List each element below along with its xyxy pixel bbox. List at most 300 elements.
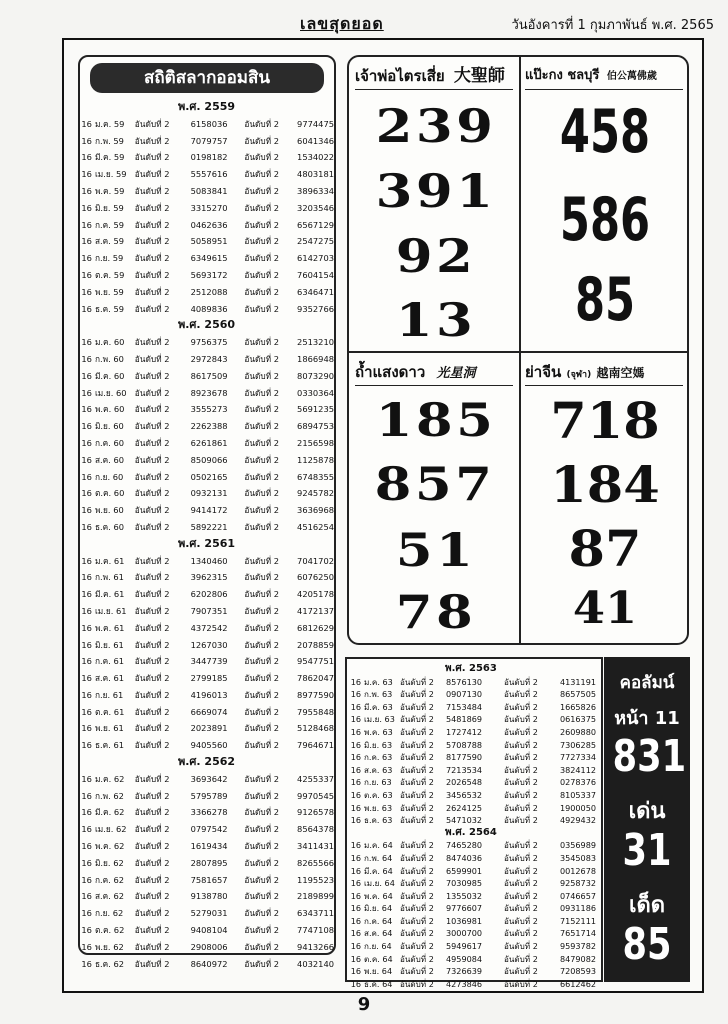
section4-label-sub: (จุฬา) (566, 370, 592, 380)
number-2: 9126578 (297, 807, 334, 818)
rank-label-1: อันดับที่ 2 (400, 701, 434, 712)
table-row (80, 888, 334, 905)
rank-label-2: อันดับที่ 2 (244, 370, 280, 381)
section4-label-cn: 越南空媽 (596, 366, 645, 380)
rank-label-1: อันดับที่ 2 (400, 815, 434, 826)
number-2: 7651714 (559, 928, 596, 939)
rank-label-2: อันดับที่ 2 (504, 777, 538, 788)
draw-day: 16 (350, 676, 361, 687)
draw-day: 16 (81, 639, 92, 650)
number-1: 8474036 (446, 852, 483, 863)
draw-month: พ.ย. 62 (94, 941, 124, 952)
number-2: 5128468 (297, 723, 334, 734)
table-row (80, 569, 334, 586)
number-1: 8923678 (190, 387, 228, 398)
number-1: 1355032 (446, 890, 483, 901)
table-row (347, 802, 601, 815)
rank-label-2: อันดับที่ 2 (244, 841, 280, 852)
rank-label-1: อันดับที่ 2 (400, 941, 434, 952)
draw-day: 16 (81, 555, 92, 566)
table-row (80, 435, 334, 452)
table-row (80, 553, 334, 570)
draw-day: 16 (81, 269, 92, 280)
table-row (347, 978, 601, 991)
number-1: 9138780 (190, 891, 228, 902)
number-1: 2026548 (446, 777, 483, 788)
number-2: 7152111 (559, 915, 596, 926)
rank-label-2: อันดับที่ 2 (244, 589, 280, 600)
draw-day: 16 (350, 739, 361, 750)
draw-day: 16 (350, 890, 361, 901)
draw-month: ก.พ. 60 (94, 353, 124, 364)
draw-month: ก.ค. 61 (94, 656, 124, 667)
draw-month: ส.ค. 59 (94, 236, 125, 247)
table-row (80, 737, 334, 754)
number-2: 3203546 (297, 202, 334, 213)
rank-label-1: อันดับที่ 2 (134, 824, 170, 835)
draw-day: 16 (81, 387, 92, 398)
rank-label-1: อันดับที่ 2 (400, 978, 434, 989)
ded-label: เด็ด (628, 893, 666, 918)
draw-day: 16 (350, 966, 361, 977)
number-2: 4929432 (559, 815, 596, 826)
draw-month: ต.ค. 60 (94, 488, 125, 499)
table-row (80, 166, 334, 183)
rank-label-2: อันดับที่ 2 (504, 878, 538, 889)
rank-label-1: อันดับที่ 2 (400, 915, 434, 926)
table-row (347, 814, 601, 827)
table-row (347, 902, 601, 915)
table-row (80, 838, 334, 855)
number-1: 7030985 (446, 878, 483, 889)
table-row (80, 233, 334, 250)
number-1: 5949617 (446, 941, 483, 952)
rank-label-1: อันดับที่ 2 (400, 739, 434, 750)
number-2: 9593782 (559, 941, 596, 952)
number-1: 3000700 (446, 928, 483, 939)
table-row (80, 133, 334, 150)
number-1: 8177590 (446, 752, 483, 763)
rank-label-2: อันดับที่ 2 (244, 908, 280, 919)
rank-label-2: อันดับที่ 2 (244, 521, 280, 532)
draw-day: 16 (81, 303, 92, 314)
issue-date: วันอังคารที่ 1 กุมภาพันธ์ พ.ศ. 2565 (511, 18, 714, 33)
table-row (80, 334, 334, 351)
rank-label-2: อันดับที่ 2 (504, 840, 538, 851)
year-heading: พ.ศ. 2559 (178, 100, 236, 113)
number-1: 1036981 (446, 915, 483, 926)
draw-month: มี.ค. 61 (94, 589, 125, 600)
rank-label-1: อันดับที่ 2 (134, 723, 170, 734)
rank-label-2: อันดับที่ 2 (504, 752, 538, 763)
draw-day: 16 (350, 701, 361, 712)
draw-month: ก.พ. 63 (364, 689, 393, 700)
rank-label-1: อันดับที่ 2 (134, 353, 170, 364)
number-1: 3693642 (190, 773, 228, 784)
draw-month: ต.ค. 62 (94, 925, 125, 936)
draw-month: มี.ค. 63 (364, 701, 393, 712)
rank-label-1: อันดับที่ 2 (134, 773, 170, 784)
year-heading: พ.ศ. 2563 (445, 663, 497, 674)
number-2: 4803181 (297, 169, 334, 180)
draw-month: ธ.ค. 64 (364, 978, 393, 989)
table-row (80, 284, 334, 301)
draw-day: 16 (81, 135, 92, 146)
table-row (80, 720, 334, 737)
draw-day: 16 (350, 865, 361, 876)
rank-label-2: อันดับที่ 2 (504, 802, 538, 813)
rank-label-2: อันดับที่ 2 (244, 857, 280, 868)
number-2: 4255337 (297, 773, 334, 784)
draw-day: 16 (81, 236, 92, 247)
rank-label-2: อันดับที่ 2 (244, 689, 280, 700)
rank-label-2: อันดับที่ 2 (244, 353, 280, 364)
table-row (347, 701, 601, 714)
column-box (604, 657, 690, 982)
number-1: 2512088 (190, 286, 228, 297)
rank-label-1: อันดับที่ 2 (134, 135, 170, 146)
draw-month: ก.ค. 59 (94, 219, 124, 230)
rank-label-2: อันดับที่ 2 (244, 790, 280, 801)
number-2: 6748355 (297, 471, 334, 482)
draw-day: 16 (81, 673, 92, 684)
number-2: 1665826 (559, 701, 596, 712)
table-row (347, 713, 601, 726)
rank-label-1: อันดับที่ 2 (134, 908, 170, 919)
table-row (80, 385, 334, 402)
rank-label-1: อันดับที่ 2 (134, 370, 170, 381)
number-1: 6599901 (446, 865, 483, 876)
sec1-number-2: 391 (375, 164, 497, 218)
number-1: 0932131 (190, 488, 228, 499)
draw-day: 16 (81, 706, 92, 717)
draw-month: ส.ค. 61 (94, 673, 125, 684)
number-2: 6894753 (297, 421, 334, 432)
number-1: 6202806 (190, 589, 228, 600)
rank-label-2: อันดับที่ 2 (244, 454, 280, 465)
rank-label-1: อันดับที่ 2 (134, 807, 170, 818)
number-1: 5471032 (446, 815, 483, 826)
draw-day: 16 (350, 878, 361, 889)
section3-label-cn: 光星洞 (436, 366, 476, 381)
number-1: 5708788 (446, 739, 483, 750)
number-2: 0278376 (559, 777, 596, 788)
number-1: 0502165 (190, 471, 228, 482)
draw-day: 16 (81, 152, 92, 163)
rank-label-1: อันดับที่ 2 (134, 169, 170, 180)
table-row (80, 804, 334, 821)
sec3-number-2: 857 (374, 457, 496, 511)
draw-day: 16 (81, 169, 92, 180)
table-row (80, 905, 334, 922)
number-1: 2799185 (190, 673, 228, 684)
draw-month: มี.ค. 59 (94, 152, 125, 163)
rank-label-2: อันดับที่ 2 (244, 152, 280, 163)
number-1: 7907351 (190, 605, 228, 616)
table-row (80, 116, 334, 133)
rank-label-1: อันดับที่ 2 (400, 726, 434, 737)
rank-label-1: อันดับที่ 2 (134, 521, 170, 532)
rank-label-1: อันดับที่ 2 (134, 303, 170, 314)
draw-day: 16 (350, 802, 361, 813)
draw-month: มี.ค. 62 (94, 807, 125, 818)
draw-day: 16 (81, 572, 92, 583)
rank-label-1: อันดับที่ 2 (134, 219, 170, 230)
number-1: 4273846 (446, 978, 483, 989)
recent-stats-table (345, 657, 603, 989)
number-2: 7041702 (297, 555, 334, 566)
draw-month: ก.ย. 64 (364, 941, 392, 952)
number-1: 9414172 (190, 505, 228, 516)
number-1: 7079757 (190, 135, 228, 146)
rank-label-1: อันดับที่ 2 (134, 488, 170, 499)
sec3-number-4: 78 (395, 585, 477, 639)
rank-label-2: อันดับที่ 2 (504, 903, 538, 914)
draw-month: พ.ค. 62 (94, 841, 125, 852)
rank-label-1: อันดับที่ 2 (134, 656, 170, 667)
number-1: 5693172 (190, 269, 228, 280)
number-2: 2547275 (297, 236, 334, 247)
draw-month: ต.ค. 63 (364, 789, 393, 800)
number-2: 4131191 (559, 676, 596, 687)
draw-day: 16 (81, 958, 92, 969)
number-1: 5557616 (190, 169, 228, 180)
rank-label-1: อันดับที่ 2 (134, 337, 170, 348)
rank-label-1: อันดับที่ 2 (134, 152, 170, 163)
number-2: 4172137 (297, 605, 334, 616)
rank-label-2: อันดับที่ 2 (244, 807, 280, 818)
draw-day: 16 (81, 421, 92, 432)
draw-day: 16 (81, 454, 92, 465)
section2-label-cn: 伯公萬佛歲 (606, 71, 657, 82)
rank-label-1: อันดับที่ 2 (134, 572, 170, 583)
number-2: 6567129 (297, 219, 334, 230)
section2-label: แป๊ะกง ชลบุรี 伯公萬佛歲 (525, 63, 683, 90)
draw-day: 16 (81, 202, 92, 213)
number-2: 1866948 (297, 353, 334, 364)
den-number: 31 (622, 825, 672, 876)
recent-rows (347, 663, 601, 990)
number-2: 2189899 (297, 891, 334, 902)
number-1: 5795789 (190, 790, 228, 801)
draw-day: 16 (350, 777, 361, 788)
section3-label: ถ้ำแสงดาว 光星洞 (355, 359, 513, 386)
number-1: 8509066 (190, 454, 228, 465)
rank-label-2: อันดับที่ 2 (504, 789, 538, 800)
draw-month: พ.ย. 59 (94, 286, 124, 297)
number-2: 6041346 (297, 135, 334, 146)
table-row (80, 267, 334, 284)
table-row (347, 676, 601, 689)
draw-day: 16 (350, 815, 361, 826)
draw-month: พ.ค. 61 (94, 622, 125, 633)
year-heading: พ.ศ. 2561 (178, 536, 236, 550)
draw-day: 16 (81, 404, 92, 415)
rank-label-1: อันดับที่ 2 (134, 555, 170, 566)
draw-month: เม.ย. 59 (94, 169, 127, 180)
number-1: 3456532 (446, 789, 483, 800)
number-2: 8073290 (297, 370, 334, 381)
draw-month: ม.ค. 62 (94, 773, 125, 784)
number-2: 9774475 (297, 118, 334, 129)
draw-day: 16 (81, 790, 92, 801)
draw-day: 16 (350, 953, 361, 964)
number-2: 4516254 (297, 521, 334, 532)
number-2: 2609880 (559, 726, 596, 737)
number-1: 5279031 (190, 908, 228, 919)
draw-day: 16 (350, 941, 361, 952)
number-1: 9776607 (446, 903, 483, 914)
number-2: 0356989 (559, 840, 596, 851)
number-2: 9547751 (297, 656, 334, 667)
sec1-number-3: 92 (395, 229, 477, 283)
number-2: 2078859 (297, 639, 334, 650)
draw-day: 16 (81, 925, 92, 936)
number-1: 8576130 (446, 676, 483, 687)
draw-month: ธ.ค. 62 (94, 958, 125, 969)
number-2: 8564378 (297, 824, 334, 835)
number-1: 1267030 (190, 639, 228, 650)
table-row (80, 519, 334, 536)
rank-label-1: อันดับที่ 2 (134, 841, 170, 852)
rank-label-2: อันดับที่ 2 (244, 505, 280, 516)
draw-month: มิ.ย. 62 (94, 857, 124, 868)
draw-day: 16 (81, 286, 92, 297)
draw-month: ต.ค. 64 (364, 953, 393, 964)
rank-label-2: อันดับที่ 2 (504, 852, 538, 863)
draw-day: 16 (81, 605, 92, 616)
draw-day: 16 (350, 915, 361, 926)
rank-label-2: อันดับที่ 2 (244, 421, 280, 432)
rank-label-1: อันดับที่ 2 (400, 777, 434, 788)
rank-label-1: อันดับที่ 2 (134, 874, 170, 885)
draw-month: ส.ค. 64 (364, 928, 393, 939)
draw-day: 16 (81, 740, 92, 751)
rank-label-1: อันดับที่ 2 (134, 740, 170, 751)
rank-label-2: อันดับที่ 2 (504, 966, 538, 977)
year-heading: พ.ศ. 2560 (178, 318, 236, 332)
draw-month: มิ.ย. 59 (94, 202, 124, 213)
number-2: 9970545 (297, 790, 334, 801)
number-1: 3315270 (190, 202, 228, 213)
rank-label-2: อันดับที่ 2 (244, 740, 280, 751)
rank-label-2: อันดับที่ 2 (244, 404, 280, 415)
rank-label-2: อันดับที่ 2 (504, 726, 538, 737)
draw-day: 16 (81, 908, 92, 919)
rank-label-1: อันดับที่ 2 (400, 714, 434, 725)
number-2: 3824112 (559, 764, 596, 775)
rank-label-2: อันดับที่ 2 (244, 639, 280, 650)
rank-label-1: อันดับที่ 2 (134, 185, 170, 196)
draw-month: ก.ย. 60 (94, 471, 124, 482)
table-row (347, 852, 601, 865)
number-2: 4032140 (297, 958, 334, 969)
rank-label-1: อันดับที่ 2 (400, 890, 434, 901)
table-row (80, 939, 334, 956)
number-1: 5481869 (446, 714, 483, 725)
number-2: 6076250 (297, 572, 334, 583)
number-1: 7213534 (446, 764, 483, 775)
number-2: 8977590 (297, 689, 334, 700)
stats-panel (78, 55, 336, 969)
rank-label-2: อันดับที่ 2 (504, 915, 538, 926)
number-2: 9352766 (297, 303, 334, 314)
number-1: 2023891 (190, 723, 228, 734)
table-row (347, 877, 601, 890)
number-2: 7862047 (297, 673, 334, 684)
draw-month: ก.พ. 62 (94, 790, 124, 801)
table-row (347, 965, 601, 978)
draw-month: เม.ย. 64 (364, 878, 395, 889)
draw-month: ต.ค. 59 (94, 269, 125, 280)
table-row (80, 401, 334, 418)
table-row (80, 502, 334, 519)
table-row (80, 485, 334, 502)
draw-month: ม.ค. 60 (94, 337, 125, 348)
number-2: 1125878 (297, 454, 334, 465)
rank-label-2: อันดับที่ 2 (504, 815, 538, 826)
number-1: 0198182 (190, 152, 228, 163)
number-2: 6142703 (297, 253, 334, 264)
rank-label-2: อันดับที่ 2 (244, 824, 280, 835)
table-row (80, 788, 334, 805)
sec2-number-1: 458 (559, 97, 651, 167)
number-1: 5083841 (190, 185, 228, 196)
rank-label-1: อันดับที่ 2 (400, 852, 434, 863)
rank-label-2: อันดับที่ 2 (504, 865, 538, 876)
rank-label-1: อันดับที่ 2 (400, 865, 434, 876)
table-row (347, 940, 601, 953)
rank-label-1: อันดับที่ 2 (400, 903, 434, 914)
rank-label-1: อันดับที่ 2 (134, 605, 170, 616)
number-1: 0797542 (190, 824, 228, 835)
draw-month: ก.ย. 63 (364, 777, 392, 788)
table-row (347, 865, 601, 878)
number-2: 7955848 (297, 706, 334, 717)
rank-label-1: อันดับที่ 2 (134, 286, 170, 297)
draw-month: ก.ย. 59 (94, 253, 124, 264)
section1-label: เจ้าพ่อไตรเสี่ย 大聖師 (355, 63, 513, 90)
rank-label-1: อันดับที่ 2 (400, 928, 434, 939)
rank-label-2: อันดับที่ 2 (244, 605, 280, 616)
table-row (80, 217, 334, 234)
rank-label-2: อันดับที่ 2 (244, 488, 280, 499)
draw-month: พ.ค. 63 (364, 726, 393, 737)
rank-label-2: อันดับที่ 2 (244, 874, 280, 885)
rank-label-1: อันดับที่ 2 (134, 673, 170, 684)
draw-month: ก.พ. 59 (94, 135, 124, 146)
draw-month: ม.ค. 64 (364, 840, 393, 851)
rank-label-1: อันดับที่ 2 (134, 706, 170, 717)
number-2: 0012678 (559, 865, 596, 876)
draw-day: 16 (81, 723, 92, 734)
draw-month: เม.ย. 60 (94, 387, 127, 398)
number-1: 5058951 (190, 236, 228, 247)
number-2: 7964671 (297, 740, 334, 751)
draw-month: มี.ค. 60 (94, 370, 125, 381)
rank-label-2: อันดับที่ 2 (244, 437, 280, 448)
rank-label-1: อันดับที่ 2 (134, 269, 170, 280)
number-2: 9245782 (297, 488, 334, 499)
number-2: 6612462 (559, 978, 596, 989)
table-row (80, 200, 334, 217)
number-2: 3896334 (297, 185, 334, 196)
number-2: 0746657 (559, 890, 596, 901)
draw-day: 16 (350, 689, 361, 700)
rank-label-1: อันดับที่ 2 (134, 790, 170, 801)
rank-label-2: อันดับที่ 2 (244, 135, 280, 146)
draw-month: ก.พ. 64 (364, 852, 393, 863)
